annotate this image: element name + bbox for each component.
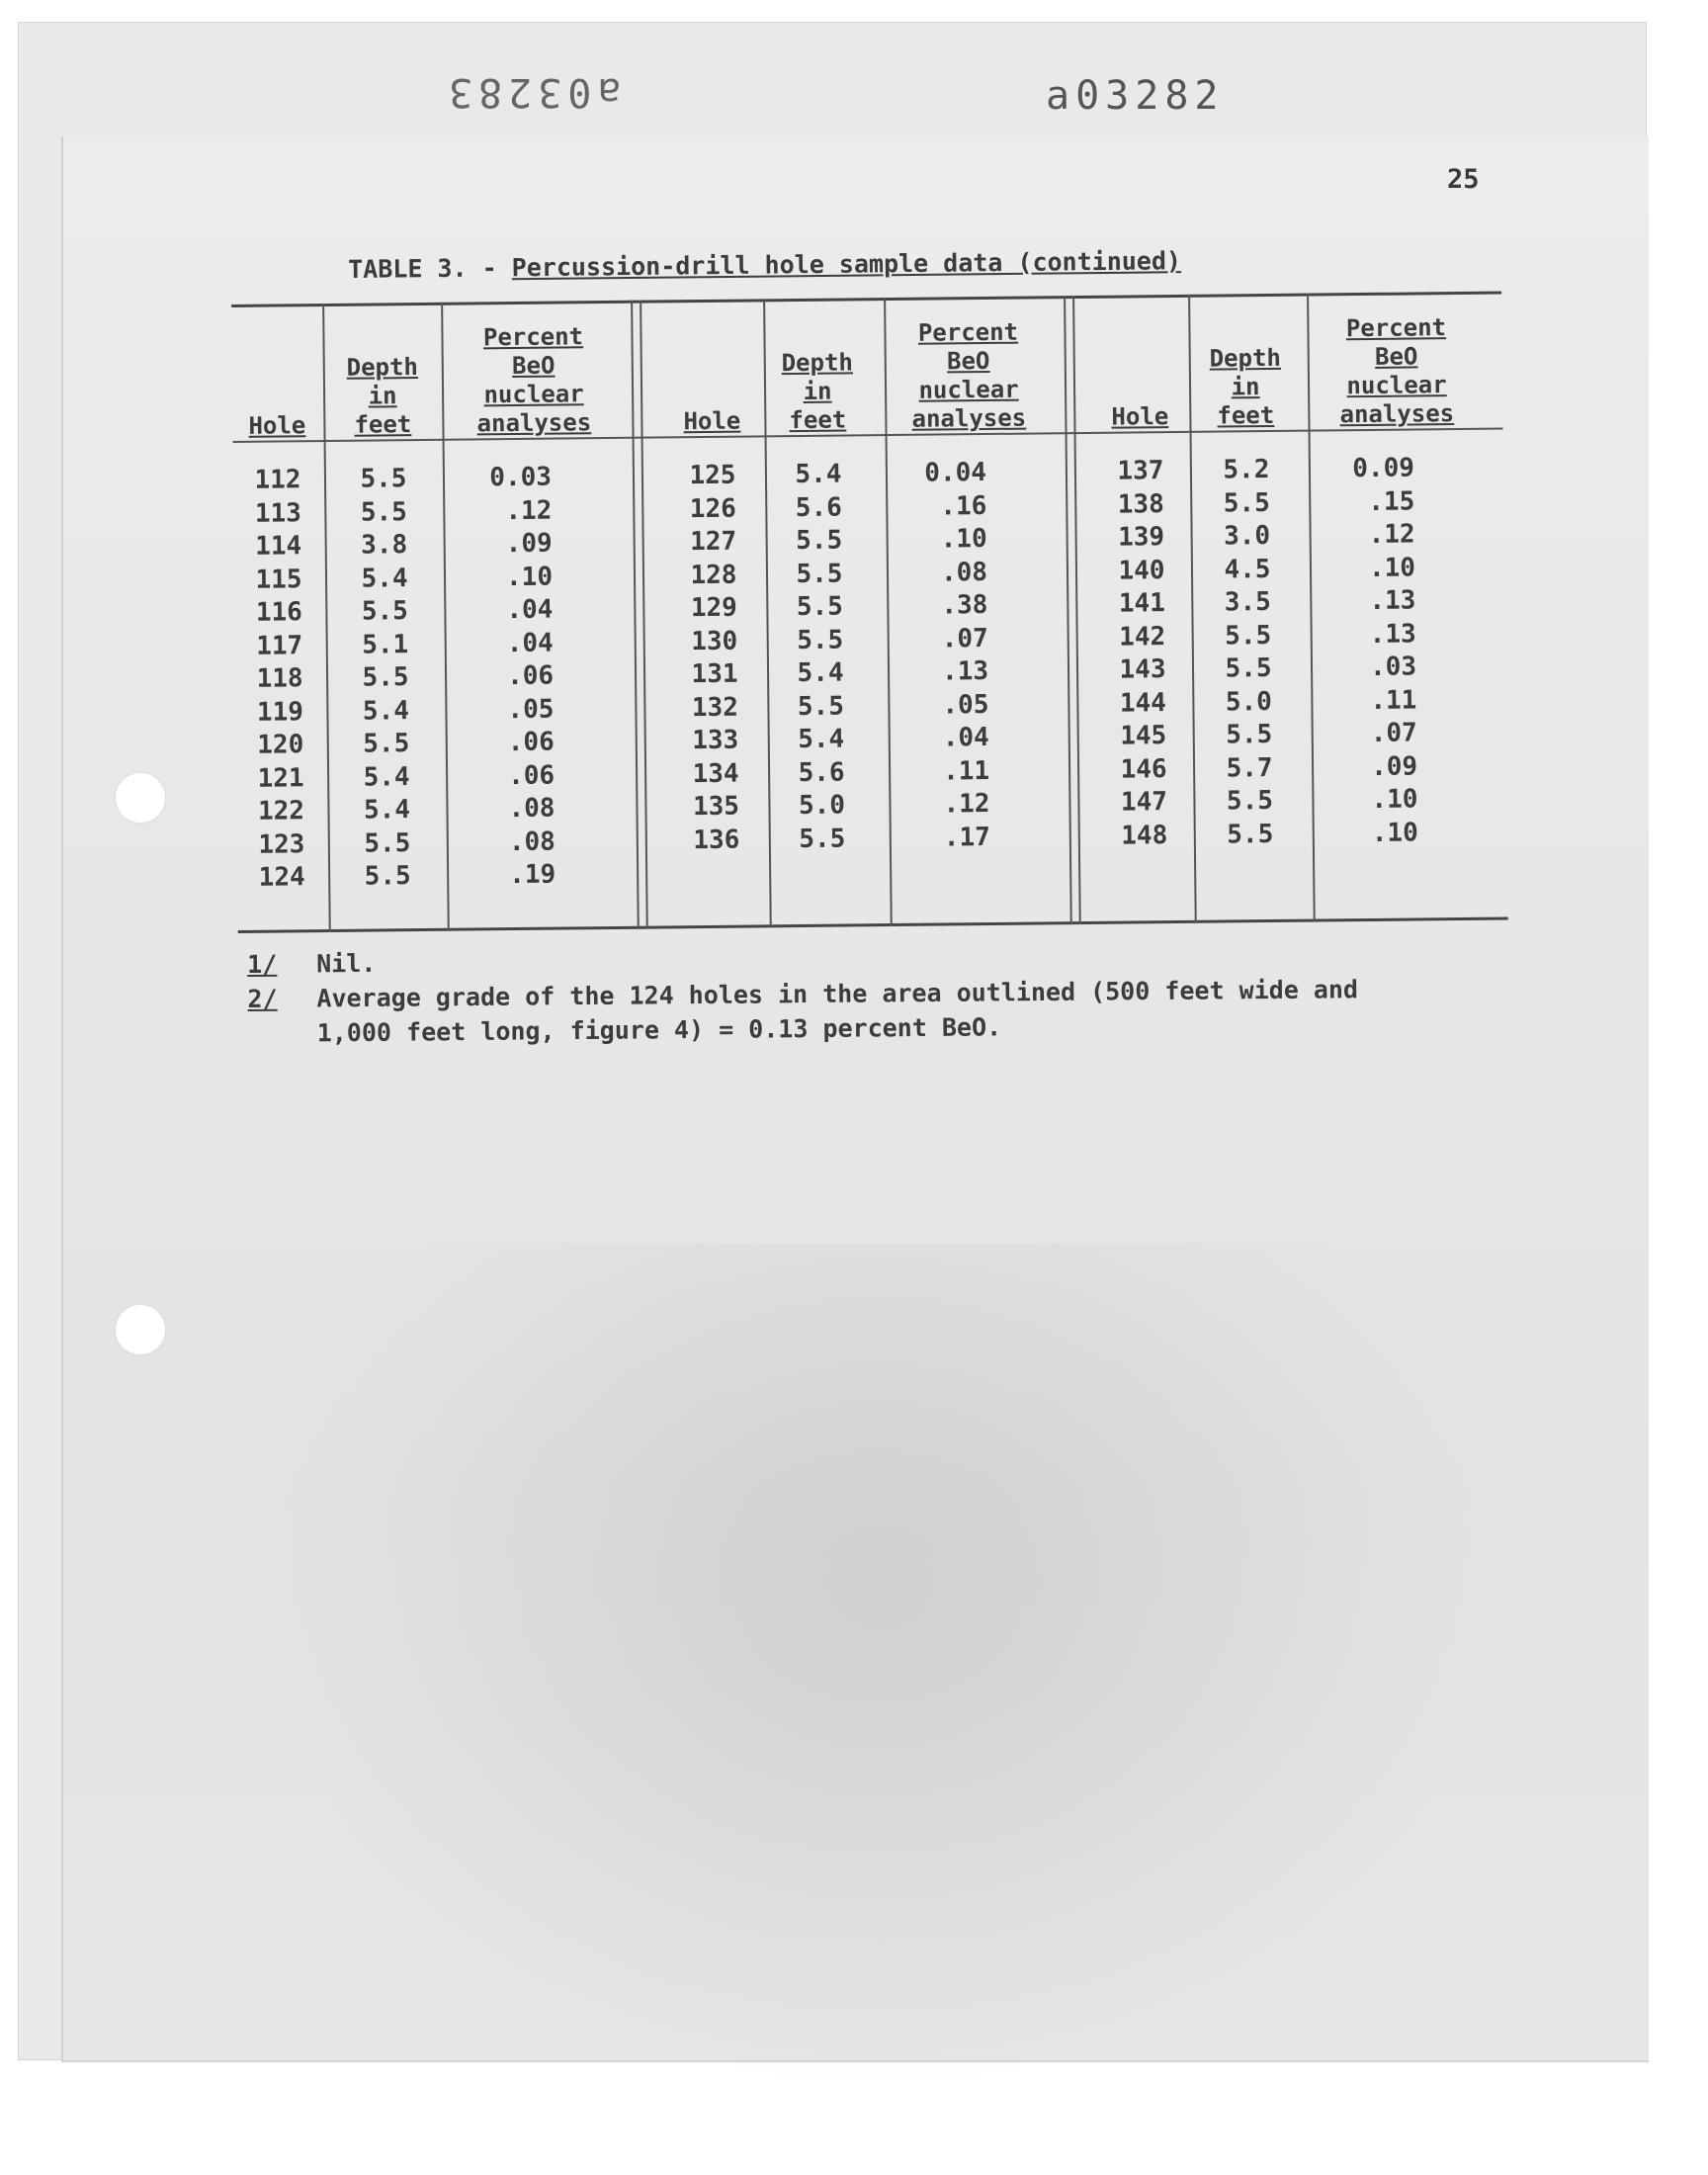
table-cell-percent: .04 bbox=[942, 722, 989, 753]
table-cell-percent: .06 bbox=[506, 660, 555, 692]
table-cell-hole: 142 bbox=[1119, 621, 1166, 652]
table-cell-hole: 129 bbox=[690, 592, 738, 624]
depth-column bbox=[1187, 454, 1310, 852]
header-hole: Hole bbox=[248, 411, 306, 440]
table-cell-percent: .10 bbox=[1371, 784, 1418, 815]
table-cell-hole: 126 bbox=[689, 493, 736, 524]
header-depth: Depth in feet bbox=[1209, 343, 1282, 430]
table-cell-percent: .09 bbox=[505, 528, 553, 560]
group-divider bbox=[631, 301, 648, 929]
table-cell-hole: 115 bbox=[255, 564, 302, 595]
table-cell-hole: 121 bbox=[257, 762, 304, 794]
table-cell-depth: 5.5 bbox=[361, 596, 409, 627]
table-cell-percent: .10 bbox=[505, 562, 554, 592]
table-cell-depth: 5.5 bbox=[1225, 652, 1272, 684]
table-cell-hole: 143 bbox=[1119, 654, 1166, 685]
hole-column bbox=[1096, 455, 1189, 853]
table-group-3 bbox=[1094, 292, 1508, 924]
table-cell-depth: 5.4 bbox=[362, 695, 410, 727]
table-cell-depth: 5.5 bbox=[796, 559, 843, 589]
table-cell-depth: 5.5 bbox=[796, 591, 844, 623]
table-cell-percent: .08 bbox=[508, 793, 555, 825]
table-cell-hole: 117 bbox=[256, 630, 303, 661]
header-percent: Percent BeO nuclear analyses bbox=[1339, 313, 1455, 429]
table-cell-depth: 5.5 bbox=[364, 861, 411, 892]
table-cell-hole: 148 bbox=[1121, 820, 1168, 851]
table-cell-hole: 131 bbox=[691, 658, 738, 690]
table-cell-depth: 5.0 bbox=[1225, 686, 1273, 717]
table-cell-percent: .07 bbox=[1370, 718, 1417, 748]
header-percent: Percent BeO nuclear analyses bbox=[911, 317, 1027, 433]
table-cell-percent: .13 bbox=[1369, 585, 1416, 616]
table-cell-depth: 5.4 bbox=[795, 459, 842, 490]
table-cell-hole: 138 bbox=[1117, 488, 1164, 520]
table-label: TABLE 3. - bbox=[348, 253, 497, 284]
table-cell-percent: .06 bbox=[507, 727, 555, 758]
table-cell-hole: 114 bbox=[255, 531, 302, 562]
table-cell-percent: .11 bbox=[1370, 684, 1417, 716]
table-cell-hole: 145 bbox=[1120, 721, 1167, 751]
bleed-through-shadow bbox=[261, 1244, 1496, 2094]
table-cell-depth: 5.6 bbox=[795, 492, 842, 523]
table-cell-percent: .08 bbox=[940, 557, 988, 587]
table-group-1 bbox=[231, 301, 632, 933]
table-cell-depth: 5.4 bbox=[363, 761, 410, 793]
page-number: 25 bbox=[1447, 164, 1480, 195]
table-cell-depth: 5.1 bbox=[362, 629, 409, 660]
table-cell-hole: 137 bbox=[1117, 456, 1164, 486]
table-cell-depth: 5.5 bbox=[796, 525, 843, 557]
table-cell-hole: 136 bbox=[693, 825, 740, 855]
table-cell-depth: 3.0 bbox=[1223, 521, 1271, 552]
table-cell-hole: 127 bbox=[690, 526, 737, 558]
table-cell-percent: .08 bbox=[508, 826, 555, 857]
table-cell-percent: .06 bbox=[508, 760, 555, 791]
table-cell-depth: 5.5 bbox=[363, 729, 410, 759]
table-cell-percent: 0.03 bbox=[489, 462, 553, 493]
table-cell-depth: 5.6 bbox=[798, 757, 845, 788]
table-cell-percent: .15 bbox=[1368, 485, 1415, 517]
table-cell-depth: 5.4 bbox=[361, 563, 408, 594]
table-cell-depth: 5.5 bbox=[360, 464, 407, 494]
table-cell-depth: 5.4 bbox=[363, 795, 411, 826]
footnotes bbox=[247, 936, 1484, 1051]
table-cell-hole: 118 bbox=[256, 663, 303, 694]
table-cell-hole: 122 bbox=[257, 796, 305, 826]
table-cell-hole: 128 bbox=[690, 560, 737, 590]
table-cell-hole: 112 bbox=[254, 465, 301, 495]
table-group-2 bbox=[666, 296, 1088, 928]
header-percent: Percent BeO nuclear analyses bbox=[476, 322, 592, 438]
table-cell-hole: 134 bbox=[692, 758, 739, 789]
table-cell-depth: 5.5 bbox=[1225, 620, 1272, 651]
table-cell-depth: 5.0 bbox=[798, 790, 846, 822]
table-cell-hole: 120 bbox=[257, 730, 304, 760]
mirrored-stamp-number: a03283 bbox=[443, 69, 622, 115]
table-cell-hole: 139 bbox=[1118, 522, 1165, 553]
table-cell-depth: 5.5 bbox=[360, 496, 407, 528]
depth-column bbox=[759, 458, 882, 856]
table-cell-percent: .16 bbox=[940, 490, 987, 521]
table-cell-percent: .38 bbox=[941, 590, 988, 621]
table-cell-hole: 144 bbox=[1119, 687, 1167, 719]
table-cell-percent: .13 bbox=[941, 655, 989, 687]
table-cell-hole: 132 bbox=[691, 692, 739, 723]
table-cell-percent: .12 bbox=[505, 495, 553, 526]
table-cell-hole: 141 bbox=[1118, 588, 1165, 619]
table-cell-depth: 4.5 bbox=[1224, 554, 1271, 584]
footnote-marker: 1/ bbox=[247, 949, 278, 979]
table-cell-percent: .12 bbox=[943, 788, 990, 820]
table-cell-percent: .12 bbox=[1368, 519, 1415, 550]
table-cell-percent: .07 bbox=[941, 623, 988, 653]
table-cell-depth: 5.5 bbox=[362, 662, 409, 693]
table-cell-percent: .04 bbox=[506, 594, 554, 626]
footnote-text: Nil. bbox=[316, 948, 377, 979]
table-cell-hole: 119 bbox=[256, 696, 304, 728]
table-cell-depth: 5.5 bbox=[1226, 719, 1273, 750]
table-cell-percent: 0.09 bbox=[1352, 453, 1415, 484]
table-cell-percent: .03 bbox=[1369, 652, 1417, 682]
table-cell-hole: 140 bbox=[1118, 555, 1165, 586]
table-cell-percent: .09 bbox=[1370, 750, 1418, 782]
table-caption: Percussion-drill hole sample data (continued) bbox=[511, 246, 1182, 283]
table-cell-hole: 113 bbox=[254, 497, 301, 529]
table-cell-percent: .10 bbox=[940, 524, 987, 555]
table-cell-percent: .13 bbox=[1369, 618, 1416, 650]
percent-column bbox=[443, 462, 556, 894]
table-cell-percent: .05 bbox=[942, 689, 989, 720]
table-cell-depth: 5.4 bbox=[798, 724, 845, 755]
punch-hole-lower bbox=[116, 1305, 165, 1354]
table-cell-depth: 5.5 bbox=[797, 691, 845, 722]
table-cell-depth: 5.5 bbox=[1226, 785, 1274, 817]
footnote-text: Average grade of the 124 holes in the area outlined (500 feet wide and 1,000 feet long, figure 4) = 0.13 percent BeO. bbox=[316, 975, 1359, 1048]
table-cell-hole: 135 bbox=[692, 791, 740, 823]
hole-column bbox=[668, 459, 761, 857]
table-cell-depth: 3.8 bbox=[361, 530, 408, 561]
table-cell-depth: 5.2 bbox=[1223, 455, 1270, 485]
table-cell-hole: 133 bbox=[692, 725, 739, 756]
header-hole: Hole bbox=[1111, 402, 1169, 431]
table-cell-hole: 124 bbox=[258, 862, 305, 893]
table-cell-depth: 5.5 bbox=[799, 824, 846, 854]
punch-hole-upper bbox=[116, 773, 165, 823]
table-cell-depth: 5.4 bbox=[797, 657, 844, 689]
table-cell-percent: .10 bbox=[1368, 552, 1416, 583]
table-cell-depth: 5.7 bbox=[1226, 752, 1273, 783]
table-cell-depth: 5.5 bbox=[1227, 819, 1274, 849]
header-depth: Depth in feet bbox=[346, 353, 419, 439]
table-cell-percent: .17 bbox=[943, 822, 990, 852]
percent-column bbox=[878, 457, 990, 855]
table-cell-hole: 123 bbox=[258, 828, 305, 860]
document-stamp-number: a03282 bbox=[1046, 73, 1225, 119]
table-cell-percent: .04 bbox=[506, 628, 554, 658]
table-cell-depth: 5.5 bbox=[364, 827, 411, 859]
table-cell-percent: 0.04 bbox=[924, 458, 987, 488]
footnote-marker: 2/ bbox=[247, 984, 278, 1013]
table-cell-hole: 146 bbox=[1120, 753, 1167, 785]
table-cell-depth: 5.5 bbox=[797, 625, 844, 655]
table-cell-hole: 125 bbox=[689, 460, 736, 491]
header-depth: Depth in feet bbox=[781, 348, 854, 435]
percent-column bbox=[1306, 452, 1418, 850]
table-cell-hole: 130 bbox=[691, 626, 738, 656]
data-table bbox=[231, 280, 1508, 933]
table-cell-percent: .05 bbox=[507, 694, 555, 725]
hole-column bbox=[233, 464, 327, 895]
depth-column bbox=[324, 463, 448, 895]
table-cell-depth: 3.5 bbox=[1224, 587, 1271, 618]
table-cell-percent: .10 bbox=[1371, 817, 1418, 848]
table-cell-hole: 116 bbox=[255, 597, 303, 628]
footnote-2 bbox=[247, 971, 1484, 1051]
table-cell-depth: 5.5 bbox=[1223, 487, 1270, 518]
table-cell-hole: 147 bbox=[1120, 787, 1168, 818]
table-cell-percent: .11 bbox=[942, 755, 990, 786]
header-hole: Hole bbox=[683, 406, 741, 436]
table-cell-percent: .19 bbox=[509, 859, 556, 891]
